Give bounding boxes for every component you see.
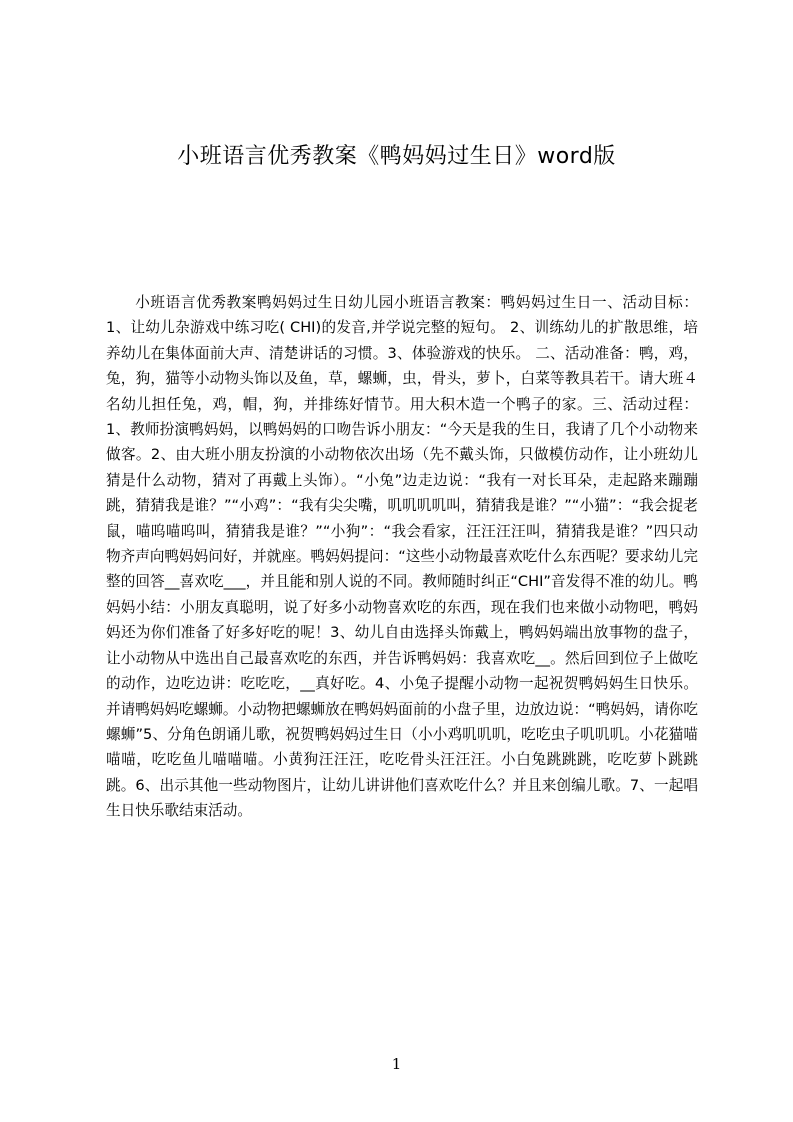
document-body: 小班语言优秀教案鸭妈妈过生日幼儿园小班语言教案：鸭妈妈过生日一、活动目标：1、让幼儿杂游戏中练习吃( CHI)的发音,并学说完整的短句。 2、训练幼儿的扩散思维，培养幼儿在集体面前大声、清楚讲话的习惯。3、体验游戏的快乐。 二、活动准备：鸭，鸡，兔，狗，猫等小动物头饰以及鱼，草，螺蛳，虫，骨头，萝卜，白菜等教具若干。请大班４名幼儿担任兔，鸡，帽，狗，并排练好情节。用大积木造一个鸭子的家。三、活动过程：1、教师扮演鸭妈妈，以鸭妈妈的口吻告诉小朋友：“今天是我的生日，我请了几个小动物来做客。2、由大班小朋友扮演的小动物依次出场（先不戴头饰，只做模仿动作，让小班幼儿猜是什么动物，猜对了再戴上头饰）。“小兔”边走边说：“我有一对长耳朵，走起路来蹦蹦跳，猜猜我是谁？”“小鸡”：“我有尖尖嘴，叽叽叽叽叫，猜猜我是谁？”“小猫”：“我会捉老鼠，喵呜喵呜叫，猜猜我是谁？”“小狗”：“我会看家，汪汪汪汪叫，猜猜我是谁？”四只动物齐声向鸭妈妈问好，并就座。鸭妈妈提问：“这些小动物最喜欢吃什么东西呢？要求幼儿完整的回答__喜欢吃___，并且能和别人说的不同。教师随时纠正“CHI”音发得不准的幼儿。鸭妈妈小结：小朋友真聪明，说了好多小动物喜欢吃的东西，现在我们也来做小动物吧，鸭妈妈还为你们准备了好多好吃的呢！3、幼儿自由选择头饰戴上，鸭妈妈端出放事物的盘子，让小动物从中选出自己最喜欢吃的东西，并告诉鸭妈妈：我喜欢吃__。然后回到位子上做吃的动作，边吃边讲：吃吃吃，__真好吃。4、小兔子提醒小动物一起祝贺鸭妈妈生日快乐。并请鸭妈妈吃螺蛳。小动物把螺蛳放在鸭妈妈面前的小盘子里，边放边说：“鸭妈妈，请你吃螺蛳”5、分角色朗诵儿歌，祝贺鸭妈妈过生日（小小鸡叽叽叽，吃吃虫子叽叽叽。小花猫喵喵喵，吃吃鱼儿喵喵喵。小黄狗汪汪汪，吃吃骨头汪汪汪。小白兔跳跳跳，吃吃萝卜跳跳跳。6、出示其他一些动物图片，让幼儿讲讲他们喜欢吃什么？并且来创编儿歌。7、一起唱生日快乐歌结束活动。	[106, 294, 698, 820]
page-number: 1	[391, 1055, 402, 1073]
document-title: 小班语言优秀教案《鸭妈妈过生日》word版	[177, 144, 616, 169]
